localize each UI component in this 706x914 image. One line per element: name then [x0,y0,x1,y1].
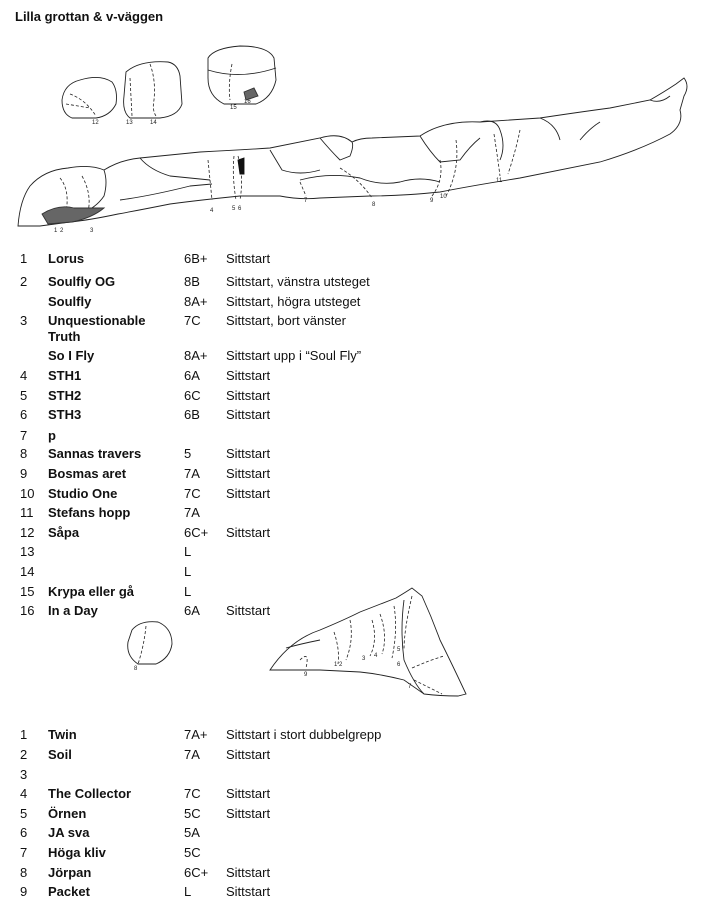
route-grade: 7A+ [184,727,208,742]
topo-label: 7 [408,684,412,690]
route-note: Sittstart [226,865,271,880]
route-number: 10 [20,486,35,501]
route-number: 9 [20,466,28,481]
route-number: 4 [20,786,28,801]
route-grade: 6C+ [184,525,209,540]
topo-label: 4 [210,208,214,214]
route-name: In a Day [48,603,98,618]
route-note: Sittstart [226,388,271,403]
route-grade: 5C [184,806,201,821]
route-number: 8 [20,446,28,461]
route-name: The Collector [48,786,132,801]
topo-label: 15 [230,105,237,111]
topo-label: 5 [232,206,236,212]
route-number: 5 [20,806,28,821]
long-wall-sketch [18,78,687,226]
route-grade: 5 [184,446,192,461]
route-name: Unquestionable Truth [48,313,146,344]
route-number: 7 [20,845,28,860]
route-name: Soulfly OG [48,274,116,289]
route-number: 2 [20,747,28,762]
topo-label: 9 [304,672,308,678]
route-note: Sittstart [226,603,271,618]
topo-label: 6 [397,662,401,668]
topo-label: 12 [92,120,99,126]
route-grade: 8A+ [184,348,208,363]
route-grade: 5C [184,845,201,860]
route-number: 9 [20,884,28,899]
route-note: Sittstart [226,446,271,461]
route-grade: 7C [184,786,201,801]
route-grade: 7C [184,486,201,501]
topo-label: 1 [54,228,58,234]
route-note: Sittstart upp i “Soul Fly” [226,348,362,363]
route-grade: 6A [184,603,200,618]
topo-label: 9 [430,198,434,204]
route-number: 8 [20,865,28,880]
route-note: Sittstart [226,251,271,266]
route-note: Sittstart [226,747,271,762]
page-title: Lilla grottan & v-väggen [15,9,164,24]
route-note: Sittstart [226,884,271,899]
route-number: 6 [20,407,28,422]
route-note: Sittstart, bort vänster [226,313,346,328]
topo-label: 5 [397,647,401,653]
route-note: Sittstart [226,786,271,801]
route-name: JA sva [48,825,90,840]
topo-label: 4 [374,653,378,659]
route-name: Twin [48,727,77,742]
route-grade: 6B [184,407,200,422]
route-name: Jörpan [48,865,92,880]
topo-label: 8 [134,666,138,672]
route-name: Lorus [48,251,85,266]
route-grade: 8B [184,274,200,289]
route-note: Sittstart [226,368,271,383]
route-name: STH3 [48,407,82,422]
route-grade: 8A+ [184,294,208,309]
topo-label: 6 [238,206,242,212]
route-number: 4 [20,368,28,383]
route-grade: 6C+ [184,865,209,880]
route-note: Sittstart [226,466,271,481]
route-note: Sittstart i stort dubbelgrepp [226,727,382,742]
route-number: 13 [20,544,35,559]
route-number: 3 [20,767,28,782]
topo-label: 3 [362,656,366,662]
route-grade: 7C [184,313,201,328]
topo-label: 1 [334,662,338,668]
route-grade: 6C [184,388,201,403]
route-number: 1 [20,251,28,266]
boulder-sketch-15-16 [208,46,276,104]
boulder-sketch-12 [62,77,117,118]
route-name: STH2 [48,388,82,403]
topo-label: 11 [496,178,503,184]
route-grade: 6B+ [184,251,208,266]
route-grade: L [184,544,192,559]
topo-label: 8 [372,202,376,208]
route-number: 12 [20,525,35,540]
route-name: STH1 [48,368,82,383]
route-grade: 6A [184,368,200,383]
route-note: Sittstart [226,407,271,422]
route-number: 15 [20,584,35,599]
route-name: Studio One [48,486,118,501]
route-name: Örnen [48,806,87,821]
route-name: So I Fly [48,348,95,363]
route-grade: L [184,564,192,579]
route-number: 6 [20,825,28,840]
topo-label: 10 [440,194,447,200]
boulder-sketch-13-14 [124,62,182,118]
v-wall-sketch [270,588,466,696]
topo-label: 3 [90,228,94,234]
route-name: p [48,428,56,443]
route-name: Höga kliv [48,845,106,860]
boulder-sketch-8 [128,622,172,664]
route-note: Sittstart, högra utsteget [226,294,361,309]
route-name: Sannas travers [48,446,142,461]
route-name: Såpa [48,525,80,540]
route-number: 7 [20,428,28,443]
route-grade: 5A [184,825,200,840]
route-grade: 7A [184,747,200,762]
topo-label: 2 [339,662,343,668]
route-note: Sittstart [226,525,271,540]
route-note: Sittstart, vänstra utsteget [226,274,370,289]
topo-label: 13 [126,120,133,126]
route-number: 2 [20,274,28,289]
route-grade: 7A [184,466,200,481]
route-number: 14 [20,564,35,579]
route-grade: 7A [184,505,200,520]
route-number: 11 [20,505,34,520]
route-grade: L [184,584,192,599]
route-number: 16 [20,603,35,618]
route-name: Bosmas aret [48,466,127,481]
route-number: 1 [20,727,28,742]
route-note: Sittstart [226,806,271,821]
topo-label: 7 [304,198,308,204]
topo-label: 2 [60,228,64,234]
route-name: Krypa eller gå [48,584,134,599]
route-number: 3 [20,313,28,328]
route-name: Soil [48,747,72,762]
route-note: Sittstart [226,486,271,501]
topo-label: 16 [244,99,251,105]
route-name: Stefans hopp [48,505,131,520]
route-number: 5 [20,388,28,403]
route-grade: L [184,884,192,899]
topo-label: 14 [150,120,157,126]
route-name: Packet [48,884,90,899]
route-name: Soulfly [48,294,92,309]
